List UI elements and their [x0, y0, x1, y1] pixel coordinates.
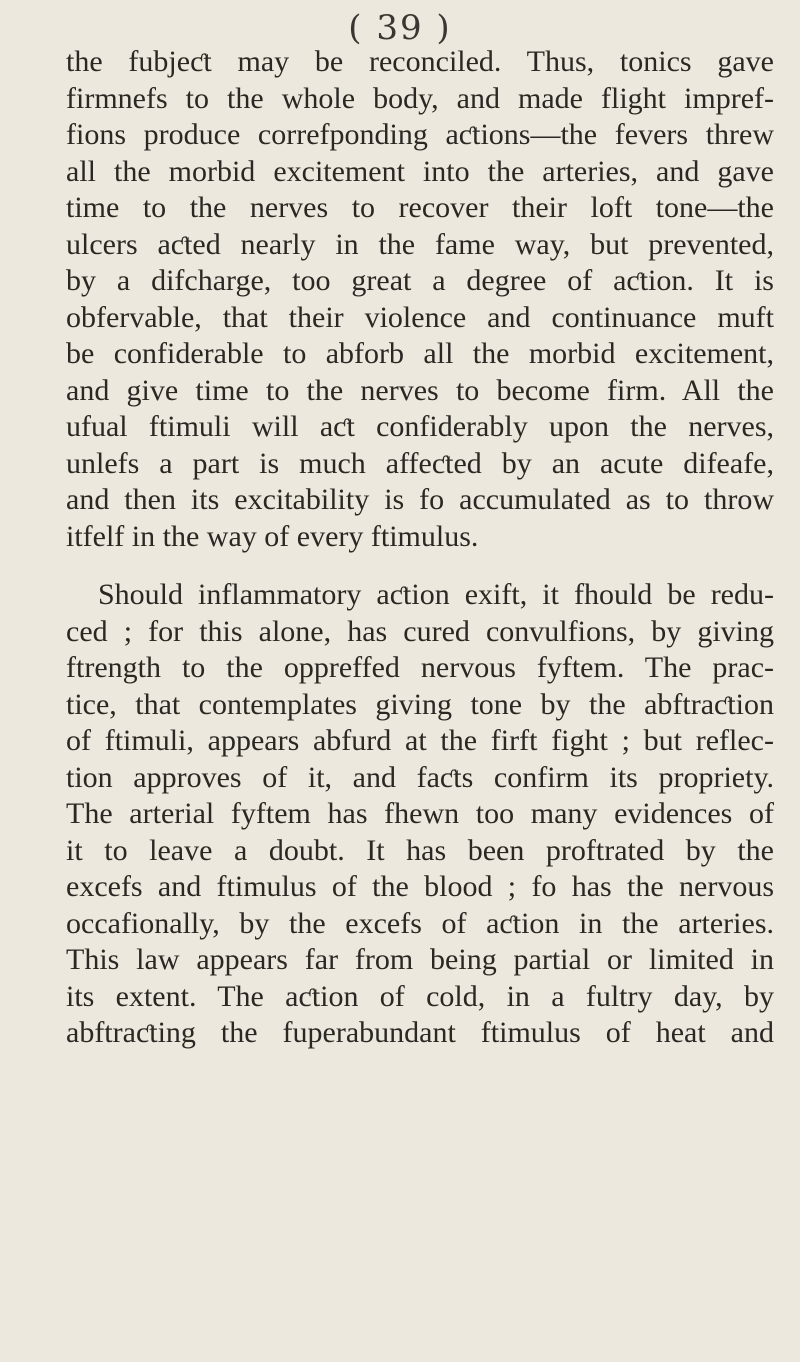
- text-line: occafionally, by the excefs of aƈtion in the arteries.: [66, 906, 774, 940]
- text-line: obfervable, that their violence and continuance muft: [66, 300, 774, 334]
- text-line: Should inflammatory aƈtion exift, it fhould be redu-: [98, 578, 774, 611]
- text-line: The arterial fyftem has fhewn too many evidences of: [66, 797, 774, 830]
- text-line: firmnefs to the whole body, and made flight impref-: [66, 81, 774, 115]
- text-line: of ftimuli, appears abfurd at the firft fight ; but reflec-: [66, 724, 774, 757]
- text-line: This law appears far from being partial or limited in: [66, 943, 774, 976]
- text-line: and give time to the nerves to become firm. All the: [66, 373, 774, 407]
- text-line: the fubjeƈt may be reconciled. Thus, tonics gave: [66, 45, 774, 78]
- page-number: ( 39 ): [348, 8, 452, 48]
- text-line: ulcers aƈted nearly in the fame way, but prevented,: [66, 227, 774, 261]
- text-line: ftrength to the oppreffed nervous fyftem. The prac-: [66, 651, 774, 684]
- text-line: it to leave a doubt. It has been proftrated by the: [66, 833, 774, 867]
- text-line: excefs and ftimulus of the blood ; fo has the nervous: [66, 870, 774, 903]
- text-line: by a difcharge, too great a degree of aƈtion. It is: [66, 264, 774, 297]
- text-line: all the morbid excitement into the arteries, and gave: [66, 154, 774, 188]
- paragraph-1: [66, 44, 774, 555]
- text-line: unlefs a part is much affeƈted by an acute difeafe,: [66, 446, 774, 480]
- text-line: abftraƈting the fuperabundant ftimulus of heat and: [66, 1016, 774, 1049]
- text-line: fions produce correfponding aƈtions—the fevers threw: [66, 118, 774, 151]
- text-line: be confiderable to abforb all the morbid excitement,: [66, 337, 774, 370]
- text-line: its extent. The aƈtion of cold, in a fultry day, by: [66, 979, 774, 1013]
- text-line: and then its excitability is fo accumulated as to throw: [66, 483, 774, 516]
- text-line: ufual ftimuli will aƈt confiderably upon the nerves,: [66, 410, 774, 443]
- text-line: ced ; for this alone, has cured convulfions, by giving: [66, 614, 774, 648]
- text-line: time to the nerves to recover their loft tone—the: [66, 191, 774, 224]
- text-line: itfelf in the way of every ftimulus.: [66, 519, 479, 553]
- paragraph-2: [66, 577, 774, 1052]
- text-line: tion approves of it, and faƈts confirm its propriety.: [66, 760, 774, 794]
- text-line: tice, that contemplates giving tone by the abftraƈtion: [66, 687, 774, 721]
